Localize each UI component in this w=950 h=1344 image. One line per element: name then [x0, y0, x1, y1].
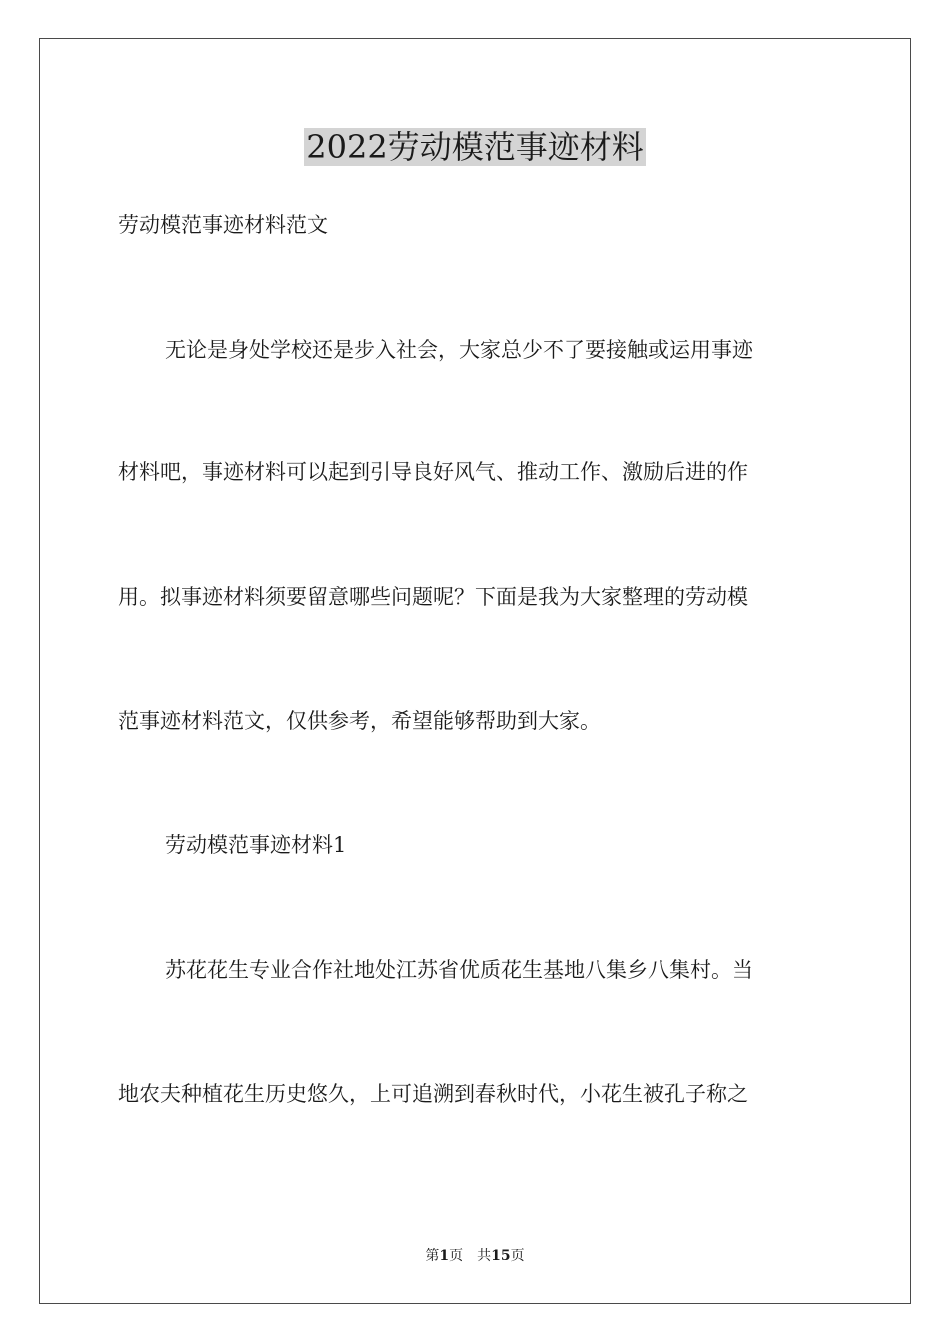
document-title-text: 2022劳动模范事迹材料 [306, 128, 644, 166]
footer-total-prefix: 共 [477, 1248, 492, 1264]
section-line-2: 地农夫种植花生历史悠久，上可追溯到春秋时代，小花生被孔子称之 [118, 1082, 748, 1106]
footer-page-current: 1 [439, 1248, 450, 1264]
paragraph-line-4: 范事迹材料范文，仅供参考，希望能够帮助到大家。 [118, 709, 601, 733]
footer-page-total: 15 [491, 1248, 511, 1264]
document-title [0, 124, 950, 170]
footer-page-prefix: 第 [425, 1248, 440, 1264]
footer-page-suffix: 页 [449, 1248, 464, 1264]
footer-total-suffix: 页 [510, 1248, 525, 1264]
section-heading: 劳动模范事迹材料1 [165, 833, 347, 857]
paragraph-line-3: 用。拟事迹材料须要留意哪些问题呢？下面是我为大家整理的劳动模 [118, 585, 748, 609]
paragraph-line-1: 无论是身处学校还是步入社会，大家总少不了要接触或运用事迹 [165, 338, 753, 362]
paragraph-line-2: 材料吧，事迹材料可以起到引导良好风气、推动工作、激励后进的作 [118, 460, 748, 484]
document-subtitle: 劳动模范事迹材料范文 [118, 213, 328, 237]
section-line-1: 苏花花生专业合作社地处江苏省优质花生基地八集乡八集村。当 [165, 958, 753, 982]
page-footer [0, 1246, 950, 1266]
